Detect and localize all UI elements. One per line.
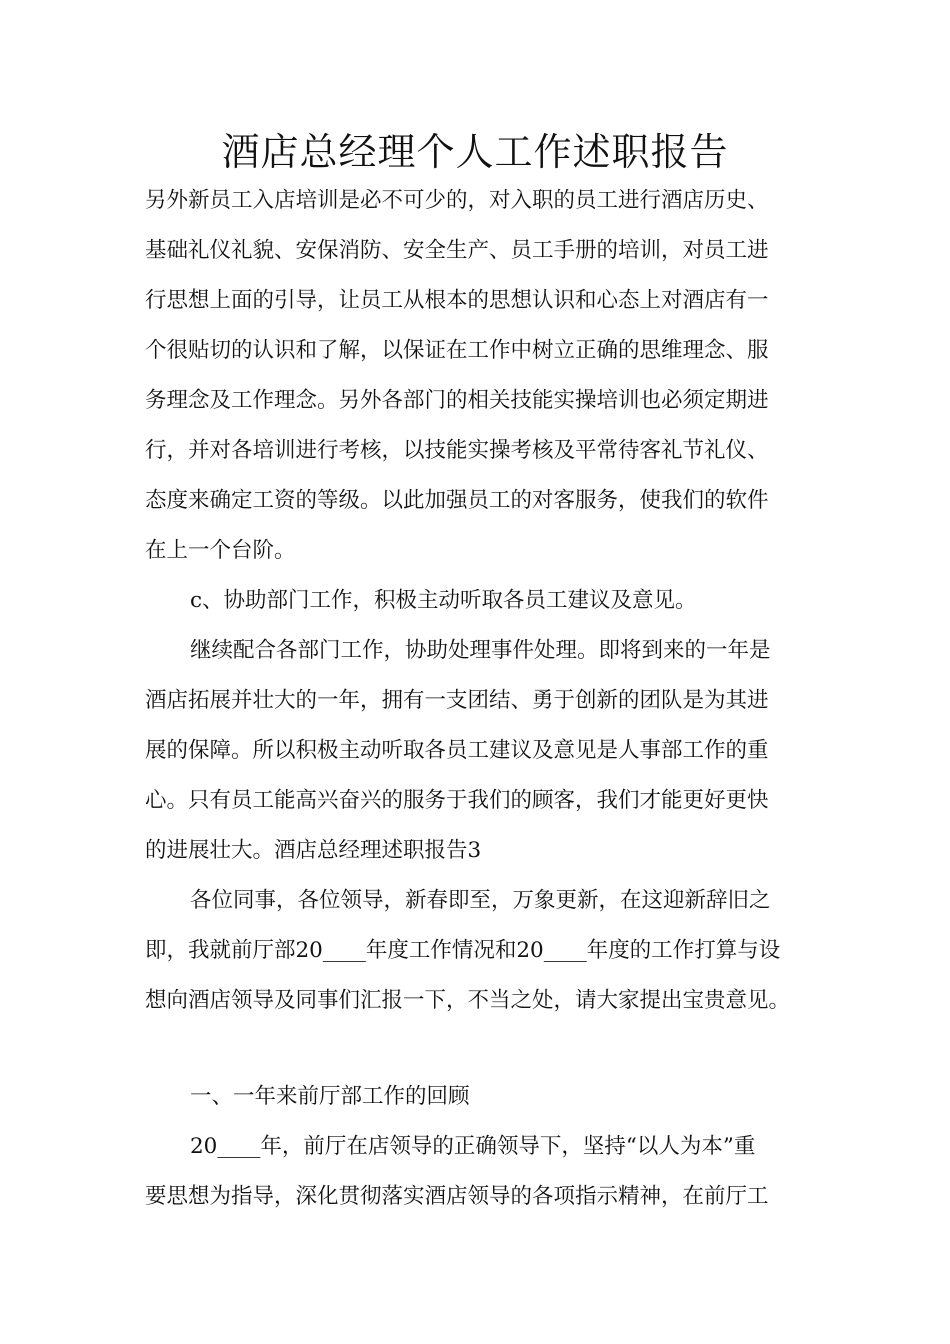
body-line: 想向酒店领导及同事们汇报一下，不当之处，请大家提出宝贵意见。 [145, 988, 791, 1013]
body-line: 即，我就前厅部20____年度工作情况和20____年度的工作打算与设 [145, 938, 781, 963]
body-line: 各位同事，各位领导，新春即至，万象更新，在这迎新辞旧之 [190, 888, 771, 913]
body-line: 另外新员工入店培训是必不可少的，对入职的员工进行酒店历史、 [145, 188, 769, 213]
document-title: 酒店总经理个人工作述职报告 [221, 130, 729, 174]
body-line: 展的保障。所以积极主动听取各员工建议及意见是人事部工作的重 [145, 738, 769, 763]
body-line: 行思想上面的引导，让员工从根本的思想认识和心态上对酒店有一 [145, 288, 769, 313]
section-heading: 一、一年来前厅部工作的回顾 [190, 1084, 470, 1109]
body-line: 的进展壮大。酒店总经理述职报告3 [145, 838, 482, 863]
body-line: 心。只有员工能高兴奋兴的服务于我们的顾客，我们才能更好更快 [145, 788, 769, 813]
body-line: 基础礼仪礼貌、安保消防、安全生产、员工手册的培训，对员工进 [145, 238, 769, 263]
section-heading: c、协助部门工作，积极主动听取各员工建议及意见。 [190, 588, 697, 613]
body-line: 行，并对各培训进行考核，以技能实操考核及平常待客礼节礼仪、 [145, 438, 769, 463]
body-line: 个很贴切的认识和了解，以保证在工作中树立正确的思维理念、服 [145, 338, 769, 363]
body-line: 酒店拓展并壮大的一年，拥有一支团结、勇于创新的团队是为其进 [145, 688, 769, 713]
body-line: 20____年，前厅在店领导的正确领导下，坚持“以人为本”重 [190, 1134, 756, 1159]
body-line: 继续配合各部门工作，协助处理事件处理。即将到来的一年是 [190, 638, 771, 663]
body-line: 要思想为指导，深化贯彻落实酒店领导的各项指示精神，在前厅工 [145, 1184, 769, 1209]
body-line: 在上一个台阶。 [145, 538, 296, 563]
body-line: 态度来确定工资的等级。以此加强员工的对客服务，使我们的软件 [145, 488, 769, 513]
body-line: 务理念及工作理念。另外各部门的相关技能实操培训也必须定期进 [145, 388, 769, 413]
